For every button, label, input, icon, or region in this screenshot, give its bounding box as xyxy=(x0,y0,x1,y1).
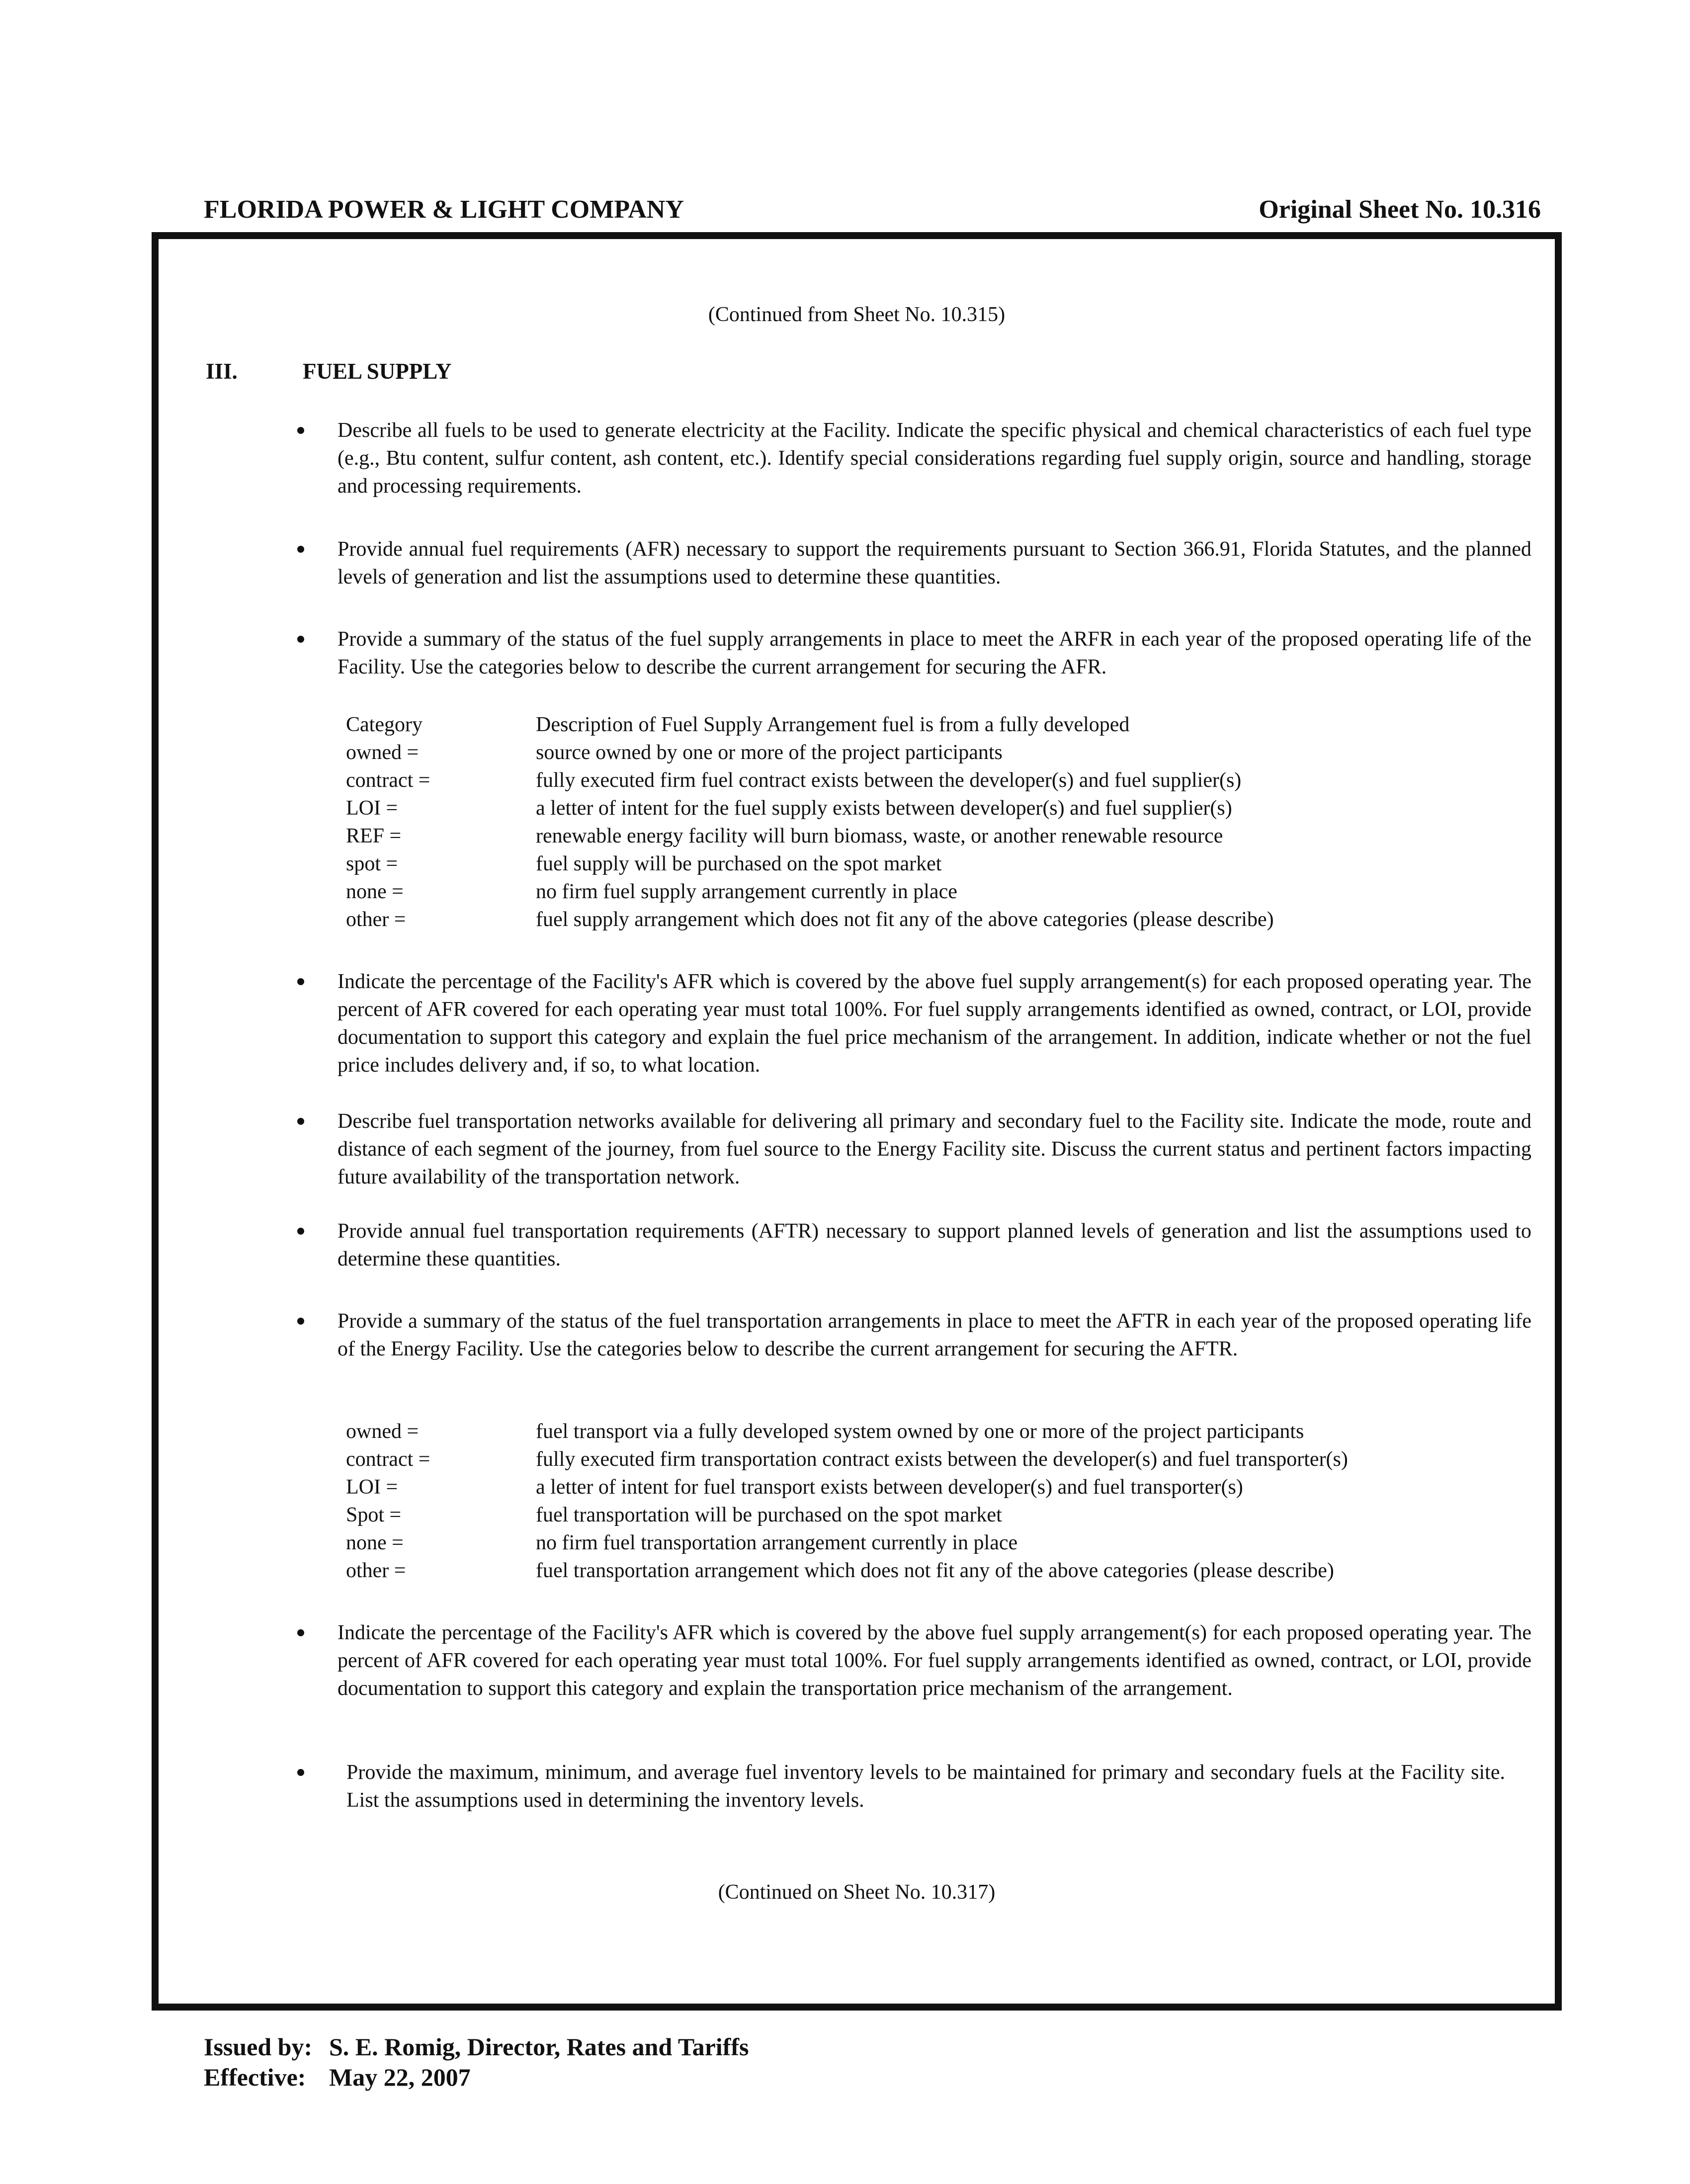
category-description: a letter of intent for the fuel supply exists between developer(s) and fuel supplier(s) xyxy=(536,797,1232,820)
bullet-marker xyxy=(297,1318,304,1325)
bullet-marker xyxy=(297,636,304,643)
category-key: other = xyxy=(346,908,406,931)
category-row xyxy=(346,850,1525,878)
bullet-marker xyxy=(297,1769,304,1776)
category-description: fully executed firm fuel contract exists between the developer(s) and fuel supplier(s) xyxy=(536,769,1242,792)
category-key: contract = xyxy=(346,1448,430,1471)
bullet-text: Provide a summary of the status of the fuel transportation arrangements in place to meet the AFTR in each year of the proposed operating life of the Energy Facility. Use the categories below to describe the current arrangement for securing the AFTR. xyxy=(338,1310,1531,1360)
category-key: Category xyxy=(346,713,422,736)
bullet-text: Provide annual fuel requirements (AFR) necessary to support the requirements pursuant to Section 366.91, Florida Statutes, and the planned levels of generation and list the assumptions used to determine these quantities. xyxy=(338,538,1531,588)
bullet-text: Provide a summary of the status of the fuel supply arrangements in place to meet the ARFR in each year of the proposed operating life of the Facility. Use the categories below to describe the current arrangement for securing the AFR. xyxy=(338,628,1531,678)
effective-label: Effective: xyxy=(204,2063,306,2091)
fuel-supply-category-table xyxy=(346,711,1525,933)
bullet-text: Describe fuel transportation networks available for delivering all primary and secondary fuel to the Facility site. Indicate the mode, route and distance of each segment of the journey, from fuel source to the Energy Facility site. Discuss the current status and pertinent factors impacting future availability of the transportation network. xyxy=(338,1110,1531,1188)
bullet-text: Indicate the percentage of the Facility's AFR which is covered by the above fuel supply arrangement(s) for each proposed operating year. The percent of AFR covered for each operating year must total 100%. For fuel supply arrangements identified as owned, contract, or LOI, provide documentation to support this category and explain the transportation price mechanism of the arrangement. xyxy=(338,1621,1531,1700)
category-key: LOI = xyxy=(346,1476,398,1499)
company-name: FLORIDA POWER & LIGHT COMPANY xyxy=(204,195,684,224)
category-description: Description of Fuel Supply Arrangement fuel is from a fully developed xyxy=(536,713,1130,736)
issued-by-line xyxy=(204,2031,749,2062)
category-row xyxy=(346,794,1525,822)
category-row xyxy=(346,1445,1525,1473)
category-row xyxy=(346,1501,1525,1529)
issued-by-label: Issued by: xyxy=(204,2033,313,2061)
section-number: III. xyxy=(206,359,238,384)
bullet-marker xyxy=(297,546,304,553)
bullet-marker xyxy=(297,978,304,985)
category-key: REF = xyxy=(346,825,402,847)
category-description: fuel supply will be purchased on the spot market xyxy=(536,852,942,875)
category-description: fuel supply arrangement which does not fit any of the above categories (please describe) xyxy=(536,908,1274,931)
fuel-transport-category-table xyxy=(346,1418,1525,1585)
category-row xyxy=(346,739,1525,766)
category-key: owned = xyxy=(346,1420,419,1443)
category-key: other = xyxy=(346,1559,406,1582)
sheet-number: Original Sheet No. 10.316 xyxy=(1259,195,1541,224)
issued-by-value: S. E. Romig, Director, Rates and Tariffs xyxy=(329,2033,749,2061)
category-description: fully executed firm transportation contract exists between the developer(s) and fuel transporter(s) xyxy=(536,1448,1348,1471)
category-description: fuel transport via a fully developed system owned by one or more of the project participants xyxy=(536,1420,1304,1443)
bullet-text: Provide the maximum, minimum, and average fuel inventory levels to be maintained for primary and secondary fuels at the Facility site. List the assumptions used in determining the inventory levels. xyxy=(346,1761,1505,1812)
category-key: none = xyxy=(346,1531,404,1554)
category-key: none = xyxy=(346,880,404,903)
continued-on-note: (Continued on Sheet No. 10.317) xyxy=(718,1881,996,1904)
category-row xyxy=(346,878,1525,906)
category-key: Spot = xyxy=(346,1504,402,1526)
category-row xyxy=(346,766,1525,794)
category-key: LOI = xyxy=(346,797,398,820)
category-description: no firm fuel supply arrangement currently in place xyxy=(536,880,957,903)
section-title: FUEL SUPPLY xyxy=(303,359,452,384)
tariff-sheet-frame xyxy=(152,232,1562,2011)
effective-date-line xyxy=(204,2062,471,2093)
category-row xyxy=(346,711,1525,739)
category-description: fuel transportation arrangement which does not fit any of the above categories (please describe) xyxy=(536,1559,1334,1582)
category-row xyxy=(346,1557,1525,1585)
category-description: fuel transportation will be purchased on the spot market xyxy=(536,1504,1002,1526)
bullet-text: Indicate the percentage of the Facility's AFR which is covered by the above fuel supply arrangement(s) for each proposed operating year. The percent of AFR covered for each operating year must total 100%. For fuel supply arrangements identified as owned, contract, or LOI, provide documentation to support this category and explain the fuel price mechanism of the arrangement. In addition, indicate whether or not the fuel price includes delivery and, if so, to what location. xyxy=(338,970,1531,1077)
category-description: renewable energy facility will burn biomass, waste, or another renewable resource xyxy=(536,825,1223,847)
category-row xyxy=(346,906,1525,933)
category-row xyxy=(346,1473,1525,1501)
category-row xyxy=(346,1418,1525,1445)
category-key: owned = xyxy=(346,741,419,764)
bullet-marker xyxy=(297,1118,304,1125)
effective-date-value: May 22, 2007 xyxy=(329,2063,471,2091)
category-description: source owned by one or more of the project participants xyxy=(536,741,1003,764)
bullet-marker xyxy=(297,1629,304,1636)
category-row xyxy=(346,1529,1525,1557)
bullet-marker xyxy=(297,1228,304,1235)
category-description: no firm fuel transportation arrangement currently in place xyxy=(536,1531,1018,1554)
category-row xyxy=(346,822,1525,850)
category-key: spot = xyxy=(346,852,398,875)
tariff-sheet-body xyxy=(159,239,1555,2004)
category-description: a letter of intent for fuel transport exists between developer(s) and fuel transporter(s) xyxy=(536,1476,1243,1499)
bullet-text: Provide annual fuel transportation requirements (AFTR) necessary to support planned levels of generation and list the assumptions used to determine these quantities. xyxy=(338,1220,1531,1270)
bullet-marker xyxy=(297,427,304,434)
bullet-text: Describe all fuels to be used to generate electricity at the Facility. Indicate the specific physical and chemical characteristics of each fuel type (e.g., Btu content, sulfur content, ash content, etc.). Identify special considerations regarding fuel supply origin, source and handling, storage and processing requirements. xyxy=(338,419,1531,498)
continued-from-note: (Continued from Sheet No. 10.315) xyxy=(708,303,1006,326)
category-key: contract = xyxy=(346,769,430,792)
